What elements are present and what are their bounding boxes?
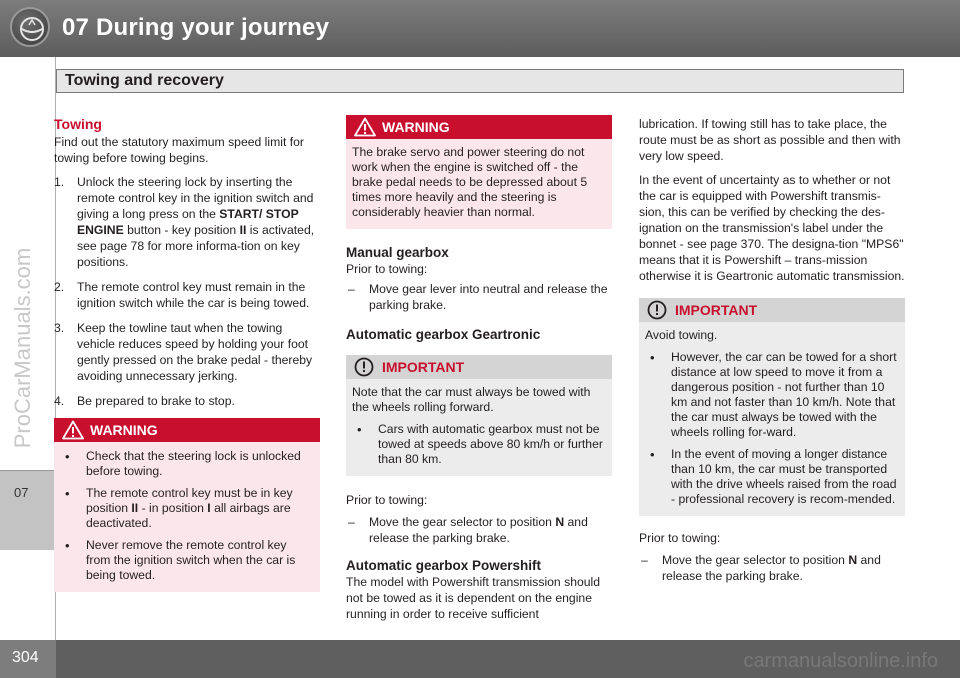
warning-label: WARNING xyxy=(382,119,450,135)
important-exclamation-icon xyxy=(354,357,374,377)
geartronic-heading: Automatic gearbox Geartronic xyxy=(346,327,541,342)
column-2 xyxy=(346,115,612,622)
warning-header xyxy=(54,418,320,442)
important-header xyxy=(639,298,905,322)
warning-label: WARNING xyxy=(90,422,158,438)
footer-watermark: carmanualsonline.info xyxy=(743,650,938,672)
warning-body xyxy=(54,442,320,592)
side-watermark-text: ProCarManuals.com xyxy=(10,247,35,449)
important-body: Avoid towing. • However, the car can be towed for a short distance at low speed to move it from a dangerous position - not further than 10 km and not faster than 10 km/h. Note that the car must always be towed with the wheels rolling for-ward. • In the event of moving a longer distance than 10 km, the car must be transported with the drive wheels raised from the road - professional recovery is recom-mended. xyxy=(639,322,905,516)
list-item: – Move the gear selector to position N and release the parking brake. xyxy=(348,515,588,545)
col3-steps xyxy=(639,552,905,584)
volvo-logo-icon xyxy=(10,7,50,47)
geartronic-prior-text: Prior to towing: xyxy=(346,493,428,507)
important-label: IMPORTANT xyxy=(675,302,758,318)
section-bar xyxy=(56,69,904,93)
chapter-header xyxy=(0,0,960,57)
page-number: 304 xyxy=(12,649,39,666)
warning-body: The brake servo and power steering do not work when the engine is switched off - the brake pedal needs to be depressed about 5 times more heavily and the steering is considerably heavier than normal. xyxy=(346,139,612,229)
list-item: • In the event of moving a longer distance than 10 km, the car must be transported with the drive wheels raised from the road - professional recovery is recom-mended. xyxy=(650,447,897,506)
list-item: – Move gear lever into neutral and release the parking brake. xyxy=(348,282,608,312)
chapter-title: 07 During your journey xyxy=(62,14,330,41)
geartronic-steps xyxy=(346,514,612,546)
important-box xyxy=(639,298,905,516)
col3-paragraph-2: In the event of uncertainty as to whether or not the car is equipped with Powershift transmis-sion, this can be verified by checking the des-ignation on the transmission's label under the bonnet - see page 370. The designa-tion "MPS6" means that it is Powershift – trans-mission otherwise it is Geartronic automatic transmission. xyxy=(639,173,905,283)
column-3 xyxy=(639,116,905,584)
section-title: Towing and recovery xyxy=(65,72,224,89)
col3-paragraph-1: lubrication. If towing still has to take place, the route must be as short as possible and then with very low speed. xyxy=(639,117,901,163)
list-item: 4. Be prepared to brake to stop. xyxy=(54,394,235,408)
column-1 xyxy=(54,112,320,592)
warning-box xyxy=(346,115,612,229)
manual-prior-text: Prior to towing: xyxy=(346,262,428,276)
list-item: 1. Unlock the steering lock by inserting the remote control key in the ignition switch and giving a long press on the START/ STOP ENGINE button - key position II is activated, see page 78 for more informa-tion on key positions. xyxy=(54,175,315,269)
towing-heading: Towing xyxy=(54,116,102,132)
warning-triangle-icon xyxy=(62,420,84,440)
towing-intro: Find out the statutory maximum speed limit for towing before towing begins. xyxy=(54,135,304,165)
page-number-box xyxy=(0,640,56,678)
important-header xyxy=(346,355,612,379)
col3-prior-text: Prior to towing: xyxy=(639,531,721,545)
list-item: 2. The remote control key must remain in the ignition switch while the car is being towed. xyxy=(54,280,310,310)
chapter-tab xyxy=(0,470,56,550)
powershift-text: The model with Powershift transmission should not be towed as it is dependent on the engine running in order to receive sufficient xyxy=(346,575,601,621)
page-footer xyxy=(0,640,960,678)
warning-box xyxy=(54,418,320,592)
chapter-tab-number: 07 xyxy=(14,485,29,500)
important-body: Note that the car must always be towed with the wheels rolling forward. • Cars with automatic gearbox must not be towed at speeds above 80 km/h or further than 80 km. xyxy=(346,379,612,476)
list-item: – Move the gear selector to position N and release the parking brake. xyxy=(641,553,881,583)
manual-steps xyxy=(346,281,612,313)
manual-gearbox-heading: Manual gearbox xyxy=(346,245,449,260)
important-label: IMPORTANT xyxy=(382,359,465,375)
list-item: • Cars with automatic gearbox must not be towed at speeds above 80 km/h or further than 80 km. xyxy=(357,422,603,466)
powershift-heading: Automatic gearbox Powershift xyxy=(346,558,542,573)
list-item: 3. Keep the towline taut when the towing vehicle reduces speed by holding your foot gently pressed on the brake pedal - thereby avoiding unnecessary jerking. xyxy=(54,321,313,383)
list-item: • However, the car can be towed for a short distance at low speed to move it from a dangerous position - not further than 10 km and not faster than 10 km/h. Note that the car must always be towed with the wheels rolling for-ward. xyxy=(650,350,897,439)
list-item: • Never remove the remote control key from the ignition switch when the car is being towed. xyxy=(65,538,296,582)
list-item: • Check that the steering lock is unlocked before towing. xyxy=(65,449,301,478)
towing-steps xyxy=(54,174,320,409)
list-item: • The remote control key must be in key position II - in position I all airbags are deactivated. xyxy=(65,486,293,530)
important-box xyxy=(346,355,612,476)
warning-triangle-icon xyxy=(354,117,376,137)
important-exclamation-icon xyxy=(647,300,667,320)
warning-header xyxy=(346,115,612,139)
